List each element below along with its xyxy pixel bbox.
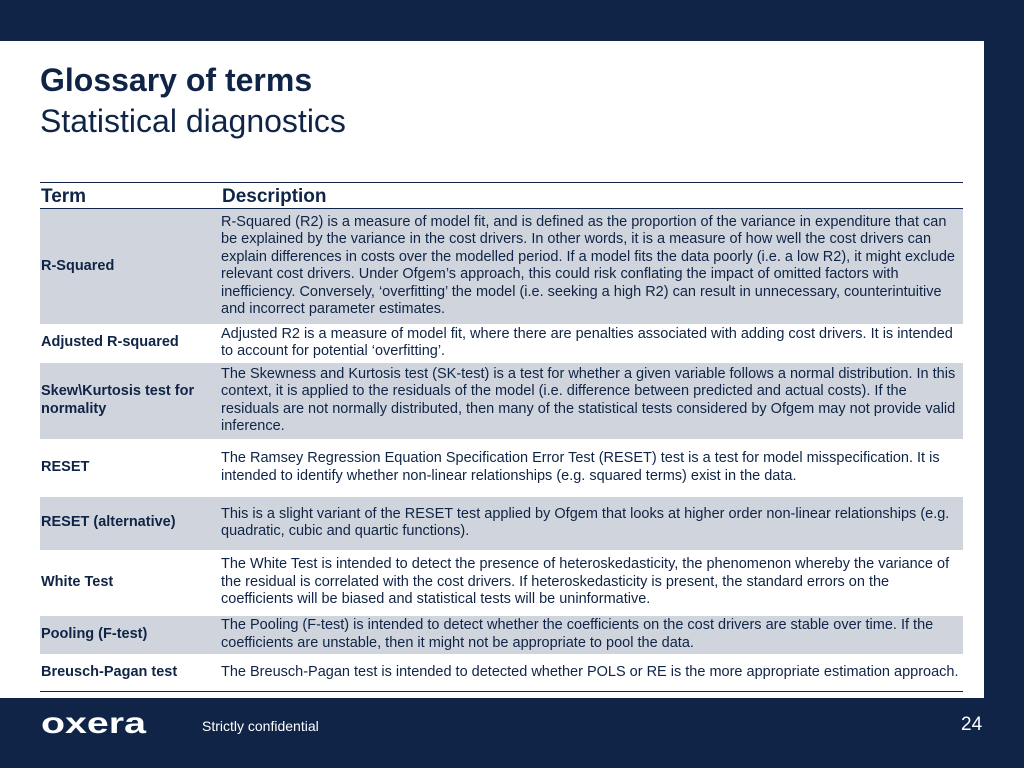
term-cell: Breusch-Pagan test bbox=[41, 663, 178, 680]
table-row bbox=[40, 324, 963, 363]
table-row bbox=[40, 550, 963, 616]
table-row bbox=[40, 616, 963, 654]
table-header-row bbox=[40, 183, 963, 209]
term-cell: RESET bbox=[41, 458, 90, 475]
description-cell: R-Squared (R2) is a measure of model fit, and is defined as the proportion of the variance in expenditure that can be explained by the variance in the cost drivers. In other words, it is a measure of how well the cost drivers can explain differences in costs over the modelled period. If a model fits the data poorly (i.e. a low R2), it might exclude relevant cost drivers. Under Ofgem’s approach, this could risk conflating the impact of omitted factors with inefficiency. Conversely, ‘overfitting’ the model (i.e. seeking a high R2) can result in unnecessary, counterintuitive and incorrect parameter estimates. bbox=[221, 209, 963, 324]
table-row bbox=[40, 439, 963, 497]
logo-text: oxera bbox=[41, 711, 147, 737]
table-row bbox=[40, 497, 963, 550]
confidentiality-notice: Strictly confidential bbox=[202, 718, 319, 734]
term-cell: R-Squared bbox=[40, 209, 221, 324]
term-column-header: Term bbox=[40, 183, 221, 209]
page-title: Glossary of terms bbox=[40, 62, 313, 98]
term-cell: Pooling (F-test) bbox=[40, 616, 221, 654]
term-cell: Adjusted R-squared bbox=[41, 334, 179, 351]
description-cell: Adjusted R2 is a measure of model fit, where there are penalties associated with adding cost drivers. It is intended to account for potential ‘overfitting’. bbox=[221, 325, 953, 359]
description-cell: The Breusch-Pagan test is intended to detected whether POLS or RE is the more appropriate estimation approach. bbox=[221, 663, 959, 680]
page-number: 24 bbox=[961, 714, 983, 735]
page-subtitle: Statistical diagnostics bbox=[40, 103, 346, 139]
term-cell: Skew\Kurtosis test for normality bbox=[40, 363, 221, 439]
oxera-logo bbox=[41, 711, 147, 737]
term-cell: RESET (alternative) bbox=[40, 497, 221, 550]
table-row bbox=[40, 209, 963, 324]
glossary-table bbox=[40, 182, 963, 692]
table-row bbox=[40, 363, 963, 439]
description-column-header: Description bbox=[221, 183, 963, 209]
description-cell: The Pooling (F-test) is intended to detect whether the coefficients on the cost drivers are stable over time. If the coefficients are unstable, then it might not be appropriate to pool the data. bbox=[221, 616, 963, 654]
description-cell: This is a slight variant of the RESET test applied by Ofgem that looks at higher order non-linear relationships (e.g. quadratic, cubic and quartic functions). bbox=[221, 497, 963, 550]
description-cell: The Skewness and Kurtosis test (SK-test) is a test for whether a given variable follows a normal distribution. In this context, it is applied to the residuals of the model (i.e. difference between predicted and actual costs). If the residuals are not normally distributed, then many of the statistical tests considered by Ofgem may not provide valid inference. bbox=[221, 363, 963, 439]
description-cell: The White Test is intended to detect the presence of heteroskedasticity, the phenomenon whereby the variance of the residual is correlated with the cost drivers. If heteroskedasticity is present, the standard errors on the coefficients will be biased and statistical tests will be uninformative. bbox=[221, 556, 950, 608]
table-row bbox=[40, 654, 963, 692]
slide-body bbox=[0, 41, 984, 698]
description-cell: The Ramsey Regression Equation Specification Error Test (RESET) test is a test for model misspecification. It is intended to identify whether non-linear relationships (e.g. squared terms) exist in the data. bbox=[221, 450, 940, 484]
term-cell: White Test bbox=[41, 573, 114, 590]
